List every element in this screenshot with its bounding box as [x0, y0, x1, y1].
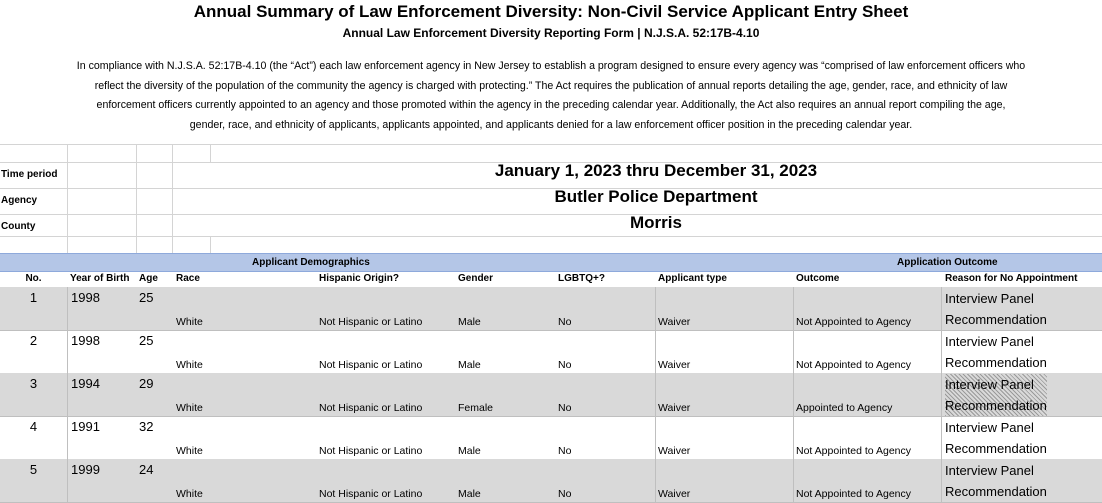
- gridline: [67, 144, 68, 253]
- row-race[interactable]: White: [176, 488, 203, 500]
- row-age[interactable]: 24: [139, 462, 154, 477]
- intro-line: enforcement officers currently appointed to an agency and those promoted within the agency in the preceding calendar year. Additionally, the Act also requires an annual report compiling the age,: [96, 99, 1006, 111]
- row-reason[interactable]: [945, 460, 1047, 502]
- gridline: [136, 144, 137, 253]
- page-subtitle: Annual Law Enforcement Diversity Reporting Form | N.J.S.A. 52:17B-4.10: [342, 26, 760, 40]
- gridline: [210, 236, 211, 253]
- row-age[interactable]: 29: [139, 376, 154, 391]
- row-applicant-type[interactable]: Waiver: [658, 488, 691, 500]
- row-gender[interactable]: Male: [458, 316, 481, 328]
- row-no[interactable]: 4: [29, 419, 38, 434]
- cell-border: [941, 373, 942, 416]
- col-outcome: Outcome: [796, 273, 840, 284]
- reason-line: Interview Panel: [945, 420, 1034, 435]
- row-age[interactable]: 32: [139, 419, 154, 434]
- reason-line: Interview Panel: [945, 463, 1034, 478]
- row-outcome[interactable]: Not Appointed to Agency: [796, 359, 912, 371]
- col-race: Race: [176, 273, 200, 284]
- column-header-row: [0, 270, 1102, 288]
- col-age: Age: [139, 273, 158, 284]
- page-title: Annual Summary of Law Enforcement Diversity: Non-Civil Service Applicant Entry Sheet: [193, 2, 909, 21]
- row-outcome[interactable]: Not Appointed to Agency: [796, 488, 912, 500]
- cell-border: [941, 287, 942, 330]
- cell-border: [67, 373, 68, 416]
- cell-border: [67, 459, 68, 502]
- table-row[interactable]: [0, 287, 1102, 331]
- reason-line: Recommendation: [945, 484, 1047, 499]
- row-applicant-type[interactable]: Waiver: [658, 402, 691, 414]
- cell-border: [655, 287, 656, 330]
- county-label: County: [1, 221, 36, 232]
- cell-border: [655, 416, 656, 459]
- row-hispanic-origin[interactable]: Not Hispanic or Latino: [319, 488, 423, 500]
- col-lgbtq: LGBTQ+?: [558, 273, 605, 284]
- row-applicant-type[interactable]: Waiver: [658, 359, 691, 371]
- reason-line: Recommendation: [945, 312, 1047, 327]
- agency-label: Agency: [1, 195, 38, 206]
- row-applicant-type[interactable]: Waiver: [658, 445, 691, 457]
- row-gender[interactable]: Male: [458, 359, 481, 371]
- row-reason[interactable]: [945, 374, 1047, 416]
- col-gender: Gender: [458, 273, 494, 284]
- table-row[interactable]: [0, 330, 1102, 374]
- row-gender[interactable]: Male: [458, 445, 481, 457]
- reason-line: Recommendation: [945, 441, 1047, 456]
- row-hispanic-origin[interactable]: Not Hispanic or Latino: [319, 359, 423, 371]
- row-race[interactable]: White: [176, 445, 203, 457]
- time-period-label: Time period: [1, 169, 58, 180]
- cell-border: [655, 459, 656, 502]
- row-race[interactable]: White: [176, 402, 203, 414]
- row-outcome[interactable]: Not Appointed to Agency: [796, 316, 912, 328]
- row-lgbtq[interactable]: No: [558, 488, 572, 500]
- cell-border: [941, 416, 942, 459]
- row-year-of-birth[interactable]: 1998: [71, 333, 100, 348]
- col-no: No.: [25, 273, 42, 284]
- application-outcome-heading: Application Outcome: [897, 257, 998, 268]
- gridline: [172, 144, 173, 253]
- row-lgbtq[interactable]: No: [558, 402, 572, 414]
- cell-border: [941, 459, 942, 502]
- intro-line: gender, race, and ethnicity of applicants, applicants appointed, and applicants denied for a law enforcement officer position in the preceding calendar year.: [189, 118, 913, 131]
- col-applicant-type: Applicant type: [658, 273, 727, 284]
- row-outcome[interactable]: Appointed to Agency: [796, 402, 893, 414]
- row-gender[interactable]: Female: [458, 402, 494, 414]
- agency-value[interactable]: Butler Police Department: [554, 187, 758, 206]
- row-year-of-birth[interactable]: 1991: [71, 419, 100, 434]
- row-lgbtq[interactable]: No: [558, 445, 572, 457]
- row-lgbtq[interactable]: No: [558, 359, 572, 371]
- col-hispanic-origin: Hispanic Origin?: [319, 273, 400, 284]
- row-reason[interactable]: [945, 417, 1047, 459]
- intro-paragraph: [6, 57, 1096, 135]
- row-age[interactable]: 25: [139, 290, 154, 305]
- county-value[interactable]: Morris: [630, 213, 682, 232]
- row-applicant-type[interactable]: Waiver: [658, 316, 691, 328]
- gridline: [0, 236, 1102, 237]
- intro-line: reflect the diversity of the population of the community the agency is charged with protecting.” The Act requires the publication of annual reports detailing the age, gender, race, and ethnicity of law: [94, 79, 1008, 92]
- row-year-of-birth[interactable]: 1994: [71, 376, 100, 391]
- row-race[interactable]: White: [176, 359, 203, 371]
- row-no[interactable]: 3: [29, 376, 38, 391]
- intro-line: In compliance with N.J.S.A. 52:17B-4.10 (the “Act”) each law enforcement agency in New Jersey to establish a program designed to ensure every agency was “comprised of law enforcement officers who: [76, 60, 1026, 72]
- cell-border: [655, 373, 656, 416]
- row-reason[interactable]: [945, 288, 1047, 330]
- reason-line: Recommendation: [945, 398, 1047, 413]
- row-no[interactable]: 1: [29, 290, 38, 305]
- cell-border: [793, 373, 794, 416]
- cell-border: [793, 459, 794, 502]
- row-year-of-birth[interactable]: 1998: [71, 290, 100, 305]
- reason-line: Interview Panel: [945, 334, 1034, 349]
- cell-border: [67, 416, 68, 459]
- gridline: [0, 144, 1102, 145]
- reason-line: Interview Panel: [945, 377, 1034, 392]
- row-lgbtq[interactable]: No: [558, 316, 572, 328]
- reason-line: Recommendation: [945, 355, 1047, 370]
- row-gender[interactable]: Male: [458, 488, 481, 500]
- table-row[interactable]: [0, 373, 1102, 417]
- row-hispanic-origin[interactable]: Not Hispanic or Latino: [319, 445, 423, 457]
- cell-border: [67, 287, 68, 330]
- row-no[interactable]: 2: [29, 333, 38, 348]
- time-period-value[interactable]: January 1, 2023 thru December 31, 2023: [494, 161, 818, 180]
- applicant-demographics-heading: Applicant Demographics: [252, 257, 370, 268]
- row-year-of-birth[interactable]: 1999: [71, 462, 100, 477]
- row-no[interactable]: 5: [29, 462, 38, 477]
- cell-border: [941, 330, 942, 373]
- cell-border: [67, 330, 68, 373]
- cell-border: [793, 416, 794, 459]
- row-reason[interactable]: [945, 331, 1047, 373]
- cell-border: [793, 287, 794, 330]
- reason-line: Interview Panel: [945, 291, 1034, 306]
- row-hispanic-origin[interactable]: Not Hispanic or Latino: [319, 402, 423, 414]
- table-row[interactable]: [0, 459, 1102, 503]
- row-race[interactable]: White: [176, 316, 203, 328]
- col-reason: Reason for No Appointment: [945, 273, 1078, 284]
- row-outcome[interactable]: Not Appointed to Agency: [796, 445, 912, 457]
- table-row[interactable]: [0, 416, 1102, 460]
- cell-border: [793, 330, 794, 373]
- cell-border: [655, 330, 656, 373]
- col-year-of-birth: Year of Birth: [70, 273, 130, 284]
- row-hispanic-origin[interactable]: Not Hispanic or Latino: [319, 316, 423, 328]
- row-age[interactable]: 25: [139, 333, 154, 348]
